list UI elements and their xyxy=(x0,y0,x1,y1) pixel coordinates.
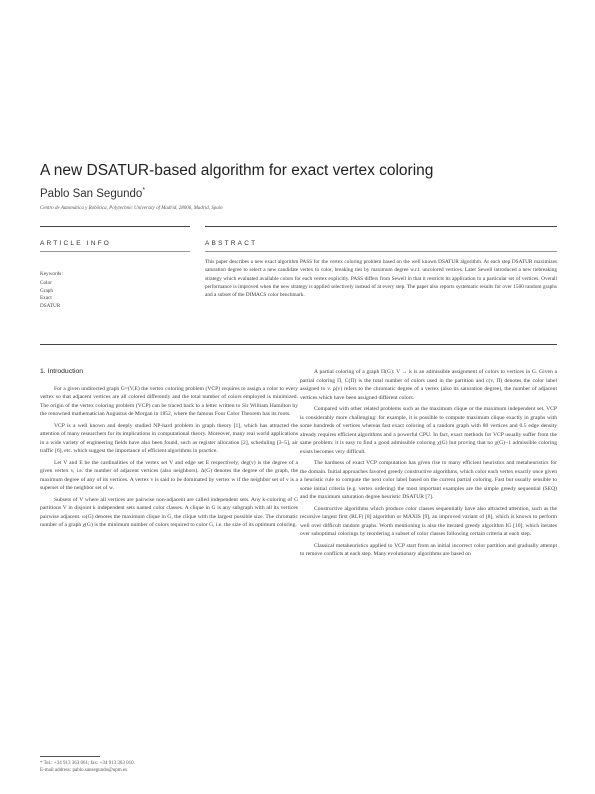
body-paragraph: A partial coloring of a graph Π(G): V → k is an admissible assignment of colors to vertices in G. Given a partial coloring Π, C(Π) is the total number of colors used in the partition and c(v, Π) denotes the color label assigned to v. ρ(v) refers to the chromatic degree of a vertex (also its saturation degree), the number of adjacent vertices which have been assigned different colors. xyxy=(300,369,557,401)
body-paragraph: Subsets of V where all vertices are pairwise non-adjacent are called independent sets. Any k-coloring of G partitions V in disjoint k independent sets named color classes. A clique in G is any subgraph with all its vertices pairwise adjacent. ω(G) denotes the maximum clique in G, the clique with the largest possible size. The chromatic number of a graph χ(G) is the minimum number of colors required to color G, i.e. the size of its optimum coloring. xyxy=(40,496,298,528)
footnote-line xyxy=(40,760,135,767)
abstract-text: This paper describes a new exact algorithm PASS for the vertex coloring problem based on the well known DSATUR algorithm. At each step DSATUR maximizes saturation degree to select a new candidate vertex to color, breaking ties by maximum degree w.r.t. uncolored vertices. Later Sewell introduced a new tiebreaking strategy which evaluated available colors for each vertex explicitly. PASS differs from Sewell in that it restricts its application to a particular set of vertices. Overall performance is improved when the new strategy is applied selectively instead of at every step. The paper also reports systematic results for over 1500 random graphs and a subset of the DIMACS color benchmark. xyxy=(205,259,557,299)
article-info-top-rule xyxy=(40,226,190,227)
body-paragraph: VCP is a well known and deeply studied NP-hard problem in graph theory [1], which has attracted the attention of many researchers for its implications in computational theory. Moreover, many real world applications in a wide variety of engineering fields have also been found, such as register allocation [2], scheduling [3–5], air traffic [6], etc. which suggest the importance of efficient algorithms in practice. xyxy=(40,422,298,454)
left-column xyxy=(40,368,298,533)
section-heading: 1. Introduction xyxy=(40,368,84,375)
footnote-rule xyxy=(40,756,100,757)
body-paragraph: Compared with other related problems such as the maximum clique or the maximum independent set, VCP is considerably more challenging: for example, it is possible to compute maximum clique exactly in graphs with some hundreds of vertices whereas fast exact coloring of a random graph with 80 vertices and 0.5 edge density already requires efficient algorithms and a powerful CPU. In fact, exact methods for VCP usually suffer from the same problem: it is easy to find a good admissible coloring χ(G) but proving that no χ(G)−1 admissible coloring exists becomes very difficult. xyxy=(300,406,557,455)
author-name-text: Pablo San Segundo xyxy=(40,187,143,200)
abstract-top-rule xyxy=(205,226,557,227)
abstract-sub-rule xyxy=(205,251,557,252)
footnote xyxy=(40,760,135,774)
abstract-bottom-rule xyxy=(40,344,557,345)
keyword-item: Graph xyxy=(40,287,53,294)
keyword-item: Color xyxy=(40,280,52,286)
keywords-label: Keywords: xyxy=(40,271,63,277)
article-info-sub-rule xyxy=(40,251,190,252)
keywords-list xyxy=(40,280,60,310)
body-paragraph: Let V and E be the cardinalities of the vertex set V and edge set E respectively, deg(v) is the degree of a given vertex v, i.e. the number of adjacent vertices (also neighbors). Δ(G) denotes the degree of the graph, the maximum degree of any of its vertices. A vertex v is said to be dominated by vertex w if the neighbor set of v is a superset of the neighbor set of w. xyxy=(40,459,298,491)
footnote-line: E-mail address: pablo.sansegundo@upm.es xyxy=(40,768,128,773)
body-paragraph: Constructive algorithms which produce color classes sequentially have also attracted attention, such as the recursive largest first (RLF) [8] algorithm or MAXIS [9], an improved variant of [8], which is known to perform well over difficult random graphs. Worth mentioning is also the iterated greedy algorithm IG [10], which iterates over suboptimal colorings by reordering a subset of color classes following certain criteria at each step. xyxy=(300,505,557,537)
author-affiliation: Centro de Automática y Robótica, Polytechnic University of Madrid, 28006, Madrid, Spain xyxy=(40,206,223,211)
footnote-contact: Tel.: +34 913 363 061; fax: +34 913 363 010. xyxy=(43,761,135,766)
keyword-item: Exact xyxy=(40,295,52,301)
body-paragraph: The hardness of exact VCP computation has given rise to many efficient heuristics and metaheuristics for the domain. Initial approaches favored greedy constructive algorithms, which color each vertex exactly once given a heuristic rule to compute the next color label based on the current partial coloring. Fast but usually sensible to some initial criteria (e.g. vertex ordering) the most important examples are the simple greedy sequential (SEQ) and the maximum saturation degree heuristic DSATUR [7]. xyxy=(300,460,557,500)
article-info-heading: ARTICLE INFO xyxy=(40,240,112,247)
footnote-mark: * xyxy=(40,761,43,766)
abstract-heading: ABSTRACT xyxy=(205,240,258,247)
keyword-item: DSATUR xyxy=(40,302,61,309)
author-name xyxy=(40,187,145,200)
body-paragraph: Classical metaheuristics applied to VCP start from an initial incorrect color partition and gradually attempt to remove conflicts at each step. Many evolutionary algorithms are based on xyxy=(300,542,557,557)
right-column xyxy=(300,368,557,562)
author-footnote-mark: * xyxy=(142,187,146,194)
body-paragraph: For a given undirected graph G=(V,E) the vertex coloring problem (VCP) requires to assign a color to every vertex so that adjacent vertices are all colored differently and the total number of colors employed is minimized. The origin of the vertex coloring problem (VCP) can be traced back to a letter written to Sir William Hamilton by the renowned mathematician Augustus de Morgan in 1852, where the famous Four Color Theorem has its roots. xyxy=(40,385,298,417)
paper-title: A new DSATUR-based algorithm for exact vertex coloring xyxy=(40,162,434,179)
